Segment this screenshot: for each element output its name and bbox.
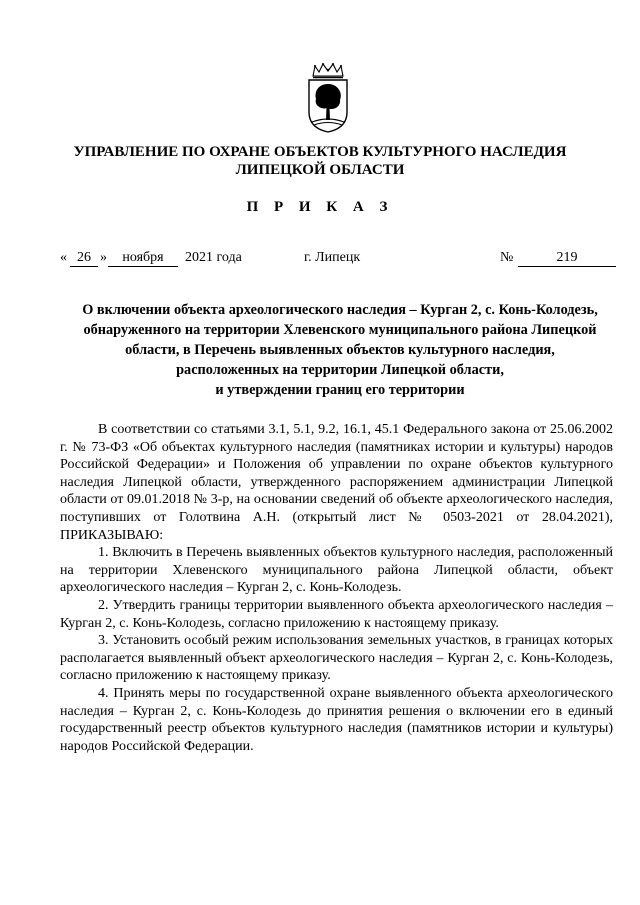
subject-line-1: О включении объекта археологического наследия – Курган 2, с. Конь-Колодезь, [82,302,598,318]
order-month: ноября [108,250,178,267]
subject-line-5: и утверждении границ его территории [215,382,465,398]
order-item-4: 4. Принять меры по государственной охране выявленного объекта археологического наследия – Курган 2, с. Конь-Колодезь до принятия решения о включении его в единый государственный реестр объектов культурного наследия (памятников истории и культуры) народов Российской Федерации. [60,685,613,754]
quote-open: « [60,250,67,265]
subject-line-2: обнаруженного на территории Хлевенского муниципального района Липецкой [83,322,597,338]
order-meta-line [0,250,640,270]
coat-of-arms-emblem [305,62,351,134]
quote-close: » [100,250,107,265]
organization-line-1: УПРАВЛЕНИЕ ПО ОХРАНЕ ОБЪЕКТОВ КУЛЬТУРНОГО НАСЛЕДИЯ [73,144,567,160]
order-item-3: 3. Установить особый режим использования земельных участков, в границах которых располагается выявленный объект археологического наследия – Курган 2, с. Конь-Колодезь, согласно приложению к настоящему приказу. [60,633,613,684]
order-item-2: 2. Утвердить границы территории выявленного объекта археологического наследия – Курган 2, с. Конь-Колодезь, согласно приложению к настоящему приказу. [60,597,613,631]
preamble-paragraph: В соответствии со статьями 3.1, 5.1, 9.2, 16.1, 45.1 Федерального закона от 25.06.2002 г. № 73-ФЗ «Об объектах культурного наследия (памятниках истории и культуры) народов Российской Федерации» и Положения об управлении по охране объектов культурного наследия Липецкой области, утвержденного распоряжением администрации Липецкой области от 09.01.2018 № 3-р, на основании сведений об объекте археологического наследия, поступивших от Голотвина А.Н. (открытый лист № 0503-2021 от 28.04.2021), ПРИКАЗЫВАЮ: [60,422,613,543]
order-subject [60,300,620,400]
order-number-label: № [500,250,514,265]
organization-line-2: ЛИПЕЦКОЙ ОБЛАСТИ [235,162,405,178]
order-number: 219 [518,250,616,267]
subject-line-4: расположенных на территории Липецкой области, [176,362,504,378]
order-day: 26 [70,250,98,267]
order-year: 2021 года [185,250,242,265]
order-item-1: 1. Включить в Перечень выявленных объектов культурного наследия, расположенный на территории Хлевенского муниципального района Липецкой области, объект археологического наследия – Курган 2, с. Конь-Колодезь. [60,545,613,596]
order-body [60,421,613,755]
document-type-title: П Р И К А З [246,199,394,215]
organization-name [40,143,600,179]
subject-line-3: области, в Перечень выявленных объектов культурного наследия, [125,342,555,358]
order-city: г. Липецк [304,250,361,265]
